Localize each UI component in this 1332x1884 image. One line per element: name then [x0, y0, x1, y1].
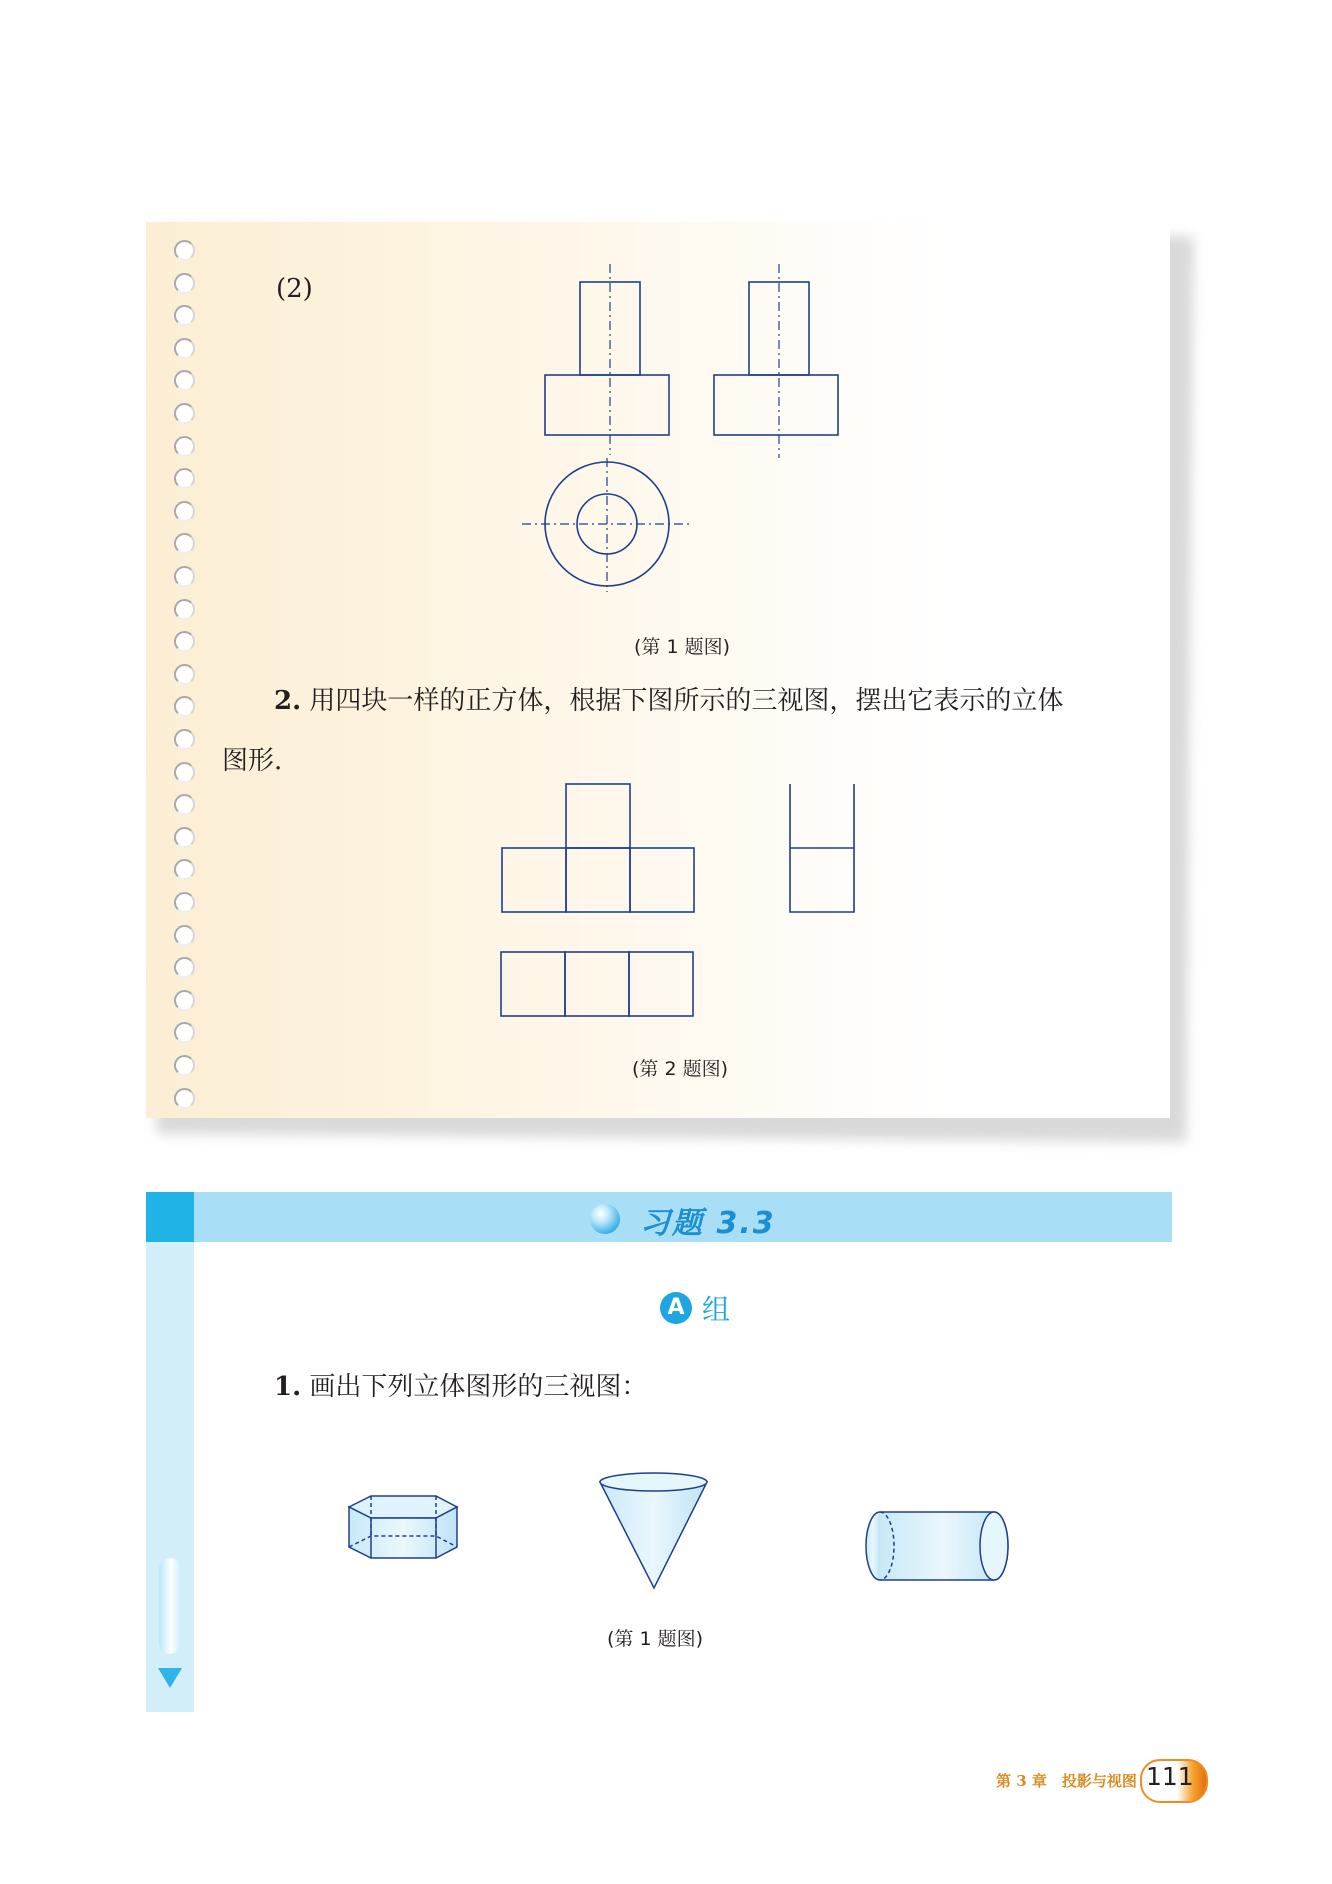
cube-front-mid: [566, 848, 630, 912]
exercise-title: 习题 3.3: [640, 1206, 776, 1241]
figure1-caption: (第 1 题图): [634, 636, 730, 658]
scroll-down-arrow-icon[interactable]: [158, 1668, 182, 1688]
front-view-base-rect: [545, 375, 669, 435]
cylinder: [866, 1512, 1008, 1580]
exercise-question1-number: 1.: [274, 1372, 302, 1402]
hexagonal-prism: [349, 1496, 457, 1558]
group-badge: A: [660, 1292, 692, 1324]
notebook-card: [146, 222, 1170, 1118]
page-number: 111: [1146, 1762, 1194, 1791]
figure1-three-views: [146, 222, 1170, 1118]
question2-number: 2.: [274, 686, 302, 716]
cube-top-right: [629, 952, 693, 1016]
cube-front-left: [502, 848, 566, 912]
footer-chapter-label: 第 3 章 投影与视图: [996, 1772, 1137, 1790]
cube-top-mid: [565, 952, 629, 1016]
question2-line1: [274, 680, 1063, 717]
cube-front-top: [566, 784, 630, 848]
side-view-base-rect: [714, 375, 838, 435]
cone: [600, 1473, 707, 1588]
cube-top-left: [501, 952, 565, 1016]
question2-text: 用四块一样的正方体，根据下图所示的三视图，摆出它表示的立体: [309, 686, 1064, 716]
group-label: 组: [702, 1293, 731, 1326]
scroll-thumb[interactable]: [159, 1558, 181, 1654]
exercise-figure-caption: (第 1 题图): [607, 1628, 703, 1650]
globe-icon: [590, 1204, 620, 1234]
solids-figure: [0, 1460, 1332, 1610]
exercise-question1: [274, 1366, 647, 1403]
part-label: (2): [276, 274, 313, 304]
exercise-corner-square: [146, 1192, 194, 1242]
figure2-caption: (第 2 题图): [632, 1058, 728, 1080]
question2-line2: 图形.: [222, 746, 283, 776]
cube-front-right: [630, 848, 694, 912]
exercise-question1-text: 画出下列立体图形的三视图：: [309, 1372, 648, 1402]
